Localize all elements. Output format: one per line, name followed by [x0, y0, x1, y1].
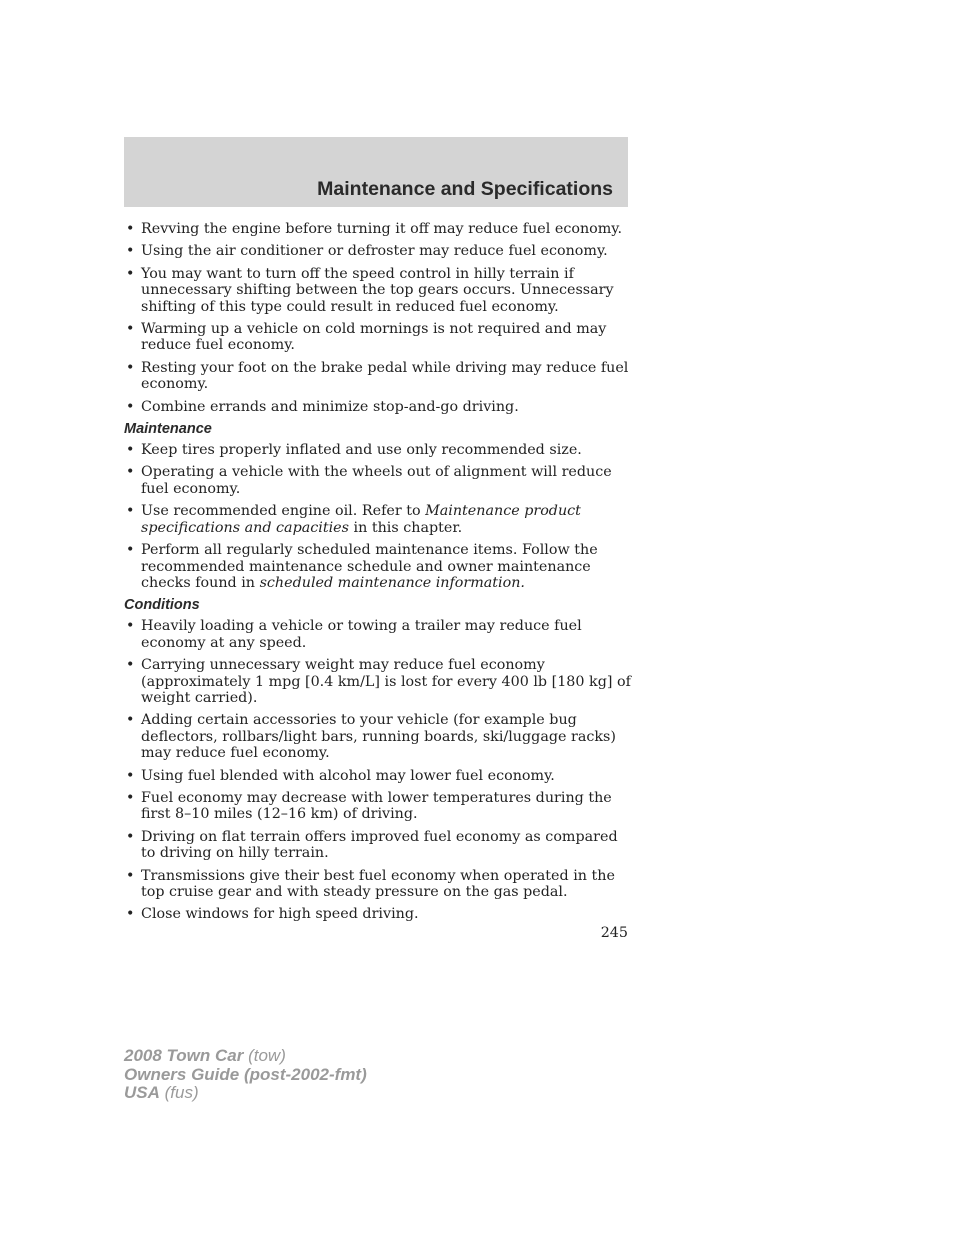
list-item: • Fuel economy may decrease with lower temperatures during the first 8–10 miles (12–16 km) of driving. [124, 790, 634, 823]
list-item: • Revving the engine before turning it off may reduce fuel economy. [124, 221, 634, 237]
list-item: • Combine errands and minimize stop-and-go driving. [124, 399, 634, 415]
list-item: • Using the air conditioner or defroster may reduce fuel economy. [124, 243, 634, 259]
item-text: in this chapter. [348, 519, 463, 536]
cross-reference: scheduled maintenance information. [259, 574, 525, 591]
page-content [124, 221, 634, 929]
item-text: Perform all regularly scheduled maintenance items. Follow the recommended maintenance schedule and owner maintenance checks found in [141, 542, 598, 591]
list-item: • Transmissions give their best fuel economy when operated in the top cruise gear and with steady pressure on the gas pedal. [124, 868, 634, 901]
list-item: • Resting your foot on the brake pedal while driving may reduce fuel economy. [124, 360, 634, 393]
list-item: • Operating a vehicle with the wheels out of alignment will reduce fuel economy. [124, 464, 634, 497]
cross-reference: Maintenance product specifications and capacities [141, 503, 581, 536]
list-item: • Keep tires properly inflated and use only recommended size. [124, 442, 634, 458]
list-item: • Warming up a vehicle on cold mornings is not required and may reduce fuel economy. [124, 321, 634, 354]
item-text: Use recommended engine oil. Refer to [141, 503, 426, 520]
list-item: • Carrying unnecessary weight may reduce fuel economy (approximately 1 mpg [0.4 km/L] is lost for every 400 lb [180 kg] of weight carried). [124, 657, 634, 706]
document-footer [124, 1047, 367, 1103]
maintenance-list [124, 442, 634, 591]
page-number: 245 [600, 925, 628, 941]
conditions-list [124, 618, 634, 923]
list-item: • Adding certain accessories to your vehicle (for example bug deflectors, rollbars/light bars, running boards, ski/luggage racks) may reduce fuel economy. [124, 712, 634, 761]
footer-line-model [124, 1047, 367, 1066]
maintenance-heading: Maintenance [124, 421, 212, 438]
list-item: • Heavily loading a vehicle or towing a trailer may reduce fuel economy at any speed. [124, 618, 634, 651]
list-item: • You may want to turn off the speed control in hilly terrain if unnecessary shifting between the top gears occurs. Unnecessary shifting of this type could result in reduced fuel economy. [124, 266, 634, 315]
list-item: • Using fuel blended with alcohol may lower fuel economy. [124, 768, 634, 784]
footer-guide-name: Owners Guide (post-2002-fmt) [124, 1064, 367, 1084]
footer-model: 2008 Town Car [124, 1046, 244, 1065]
footer-model-code: (tow) [243, 1046, 286, 1065]
footer-market-code: (fus) [159, 1083, 199, 1102]
list-item: • Driving on flat terrain offers improved fuel economy as compared to driving on hilly terrain. [124, 829, 634, 862]
footer-line-market [124, 1084, 367, 1103]
list-item [124, 542, 634, 591]
chapter-title: Maintenance and Specifications [317, 178, 613, 200]
conditions-heading: Conditions [124, 597, 200, 614]
chapter-header-band [124, 137, 628, 207]
fuel-economy-tips-list [124, 221, 634, 415]
list-item [124, 503, 634, 536]
footer-market: USA [124, 1083, 160, 1102]
list-item: • Close windows for high speed driving. [124, 906, 634, 922]
